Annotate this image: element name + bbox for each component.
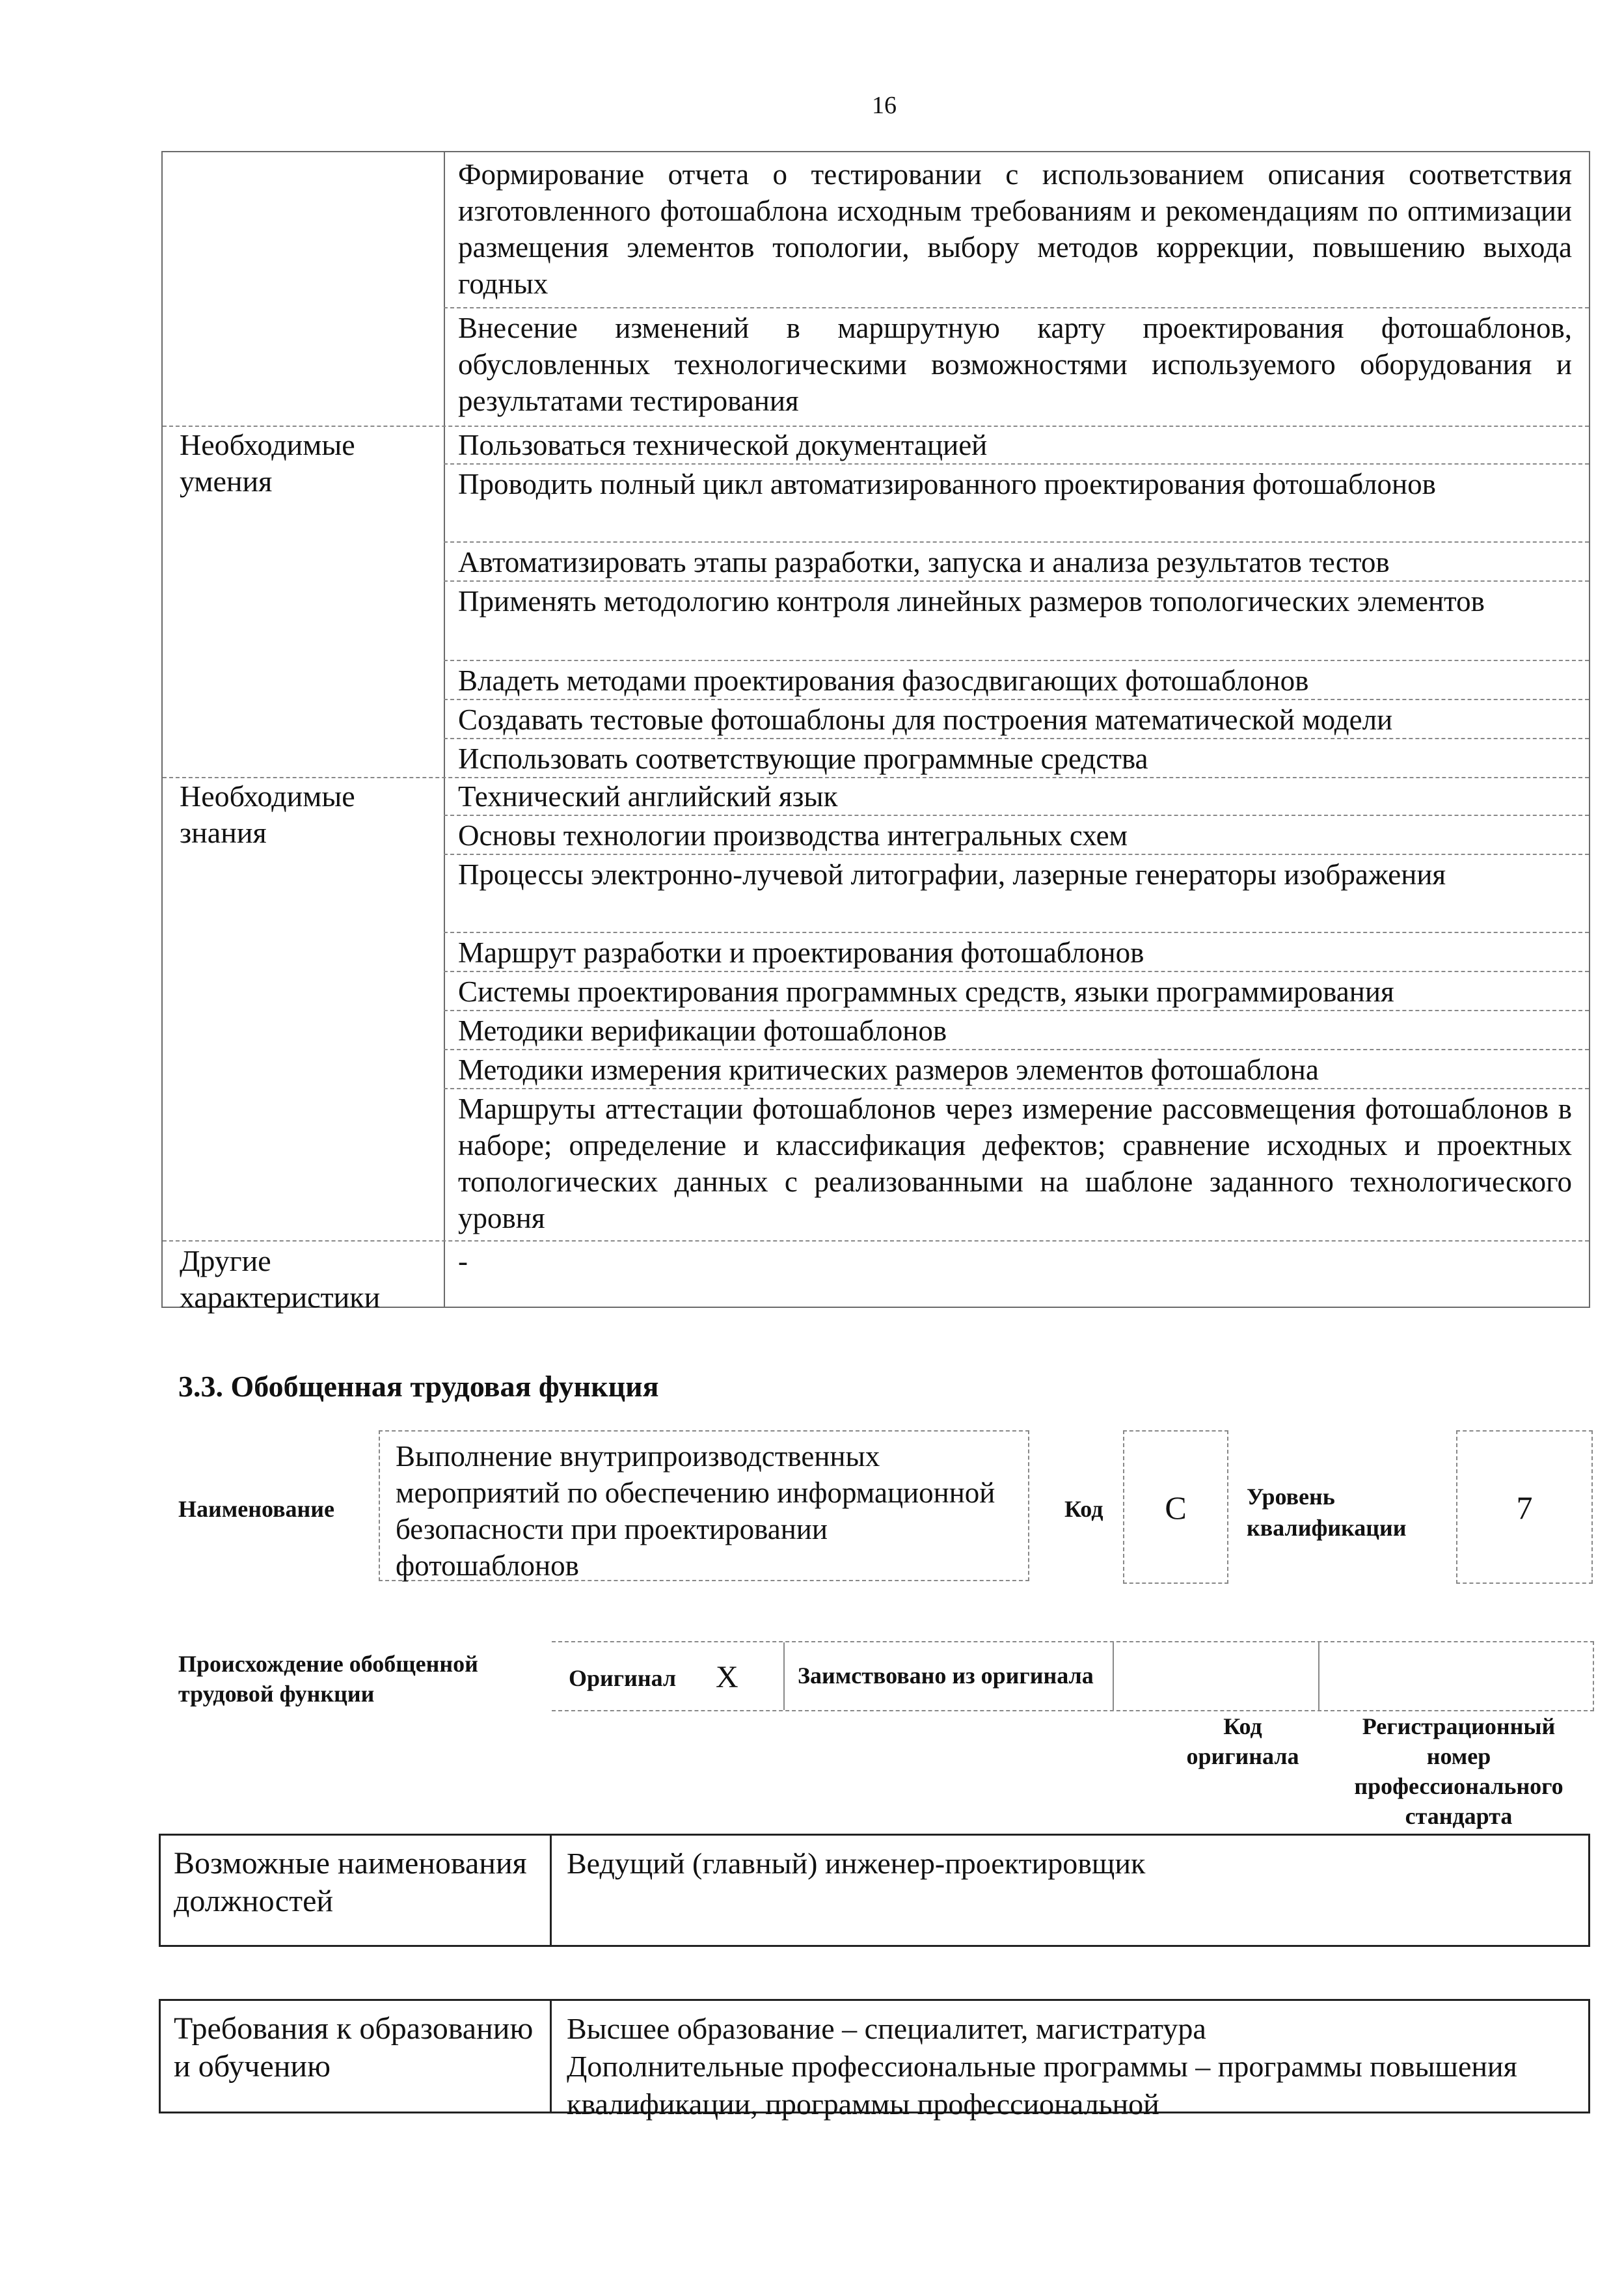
- row-divider: [444, 307, 1589, 308]
- row-divider: [444, 660, 1589, 661]
- code-box: [1123, 1430, 1228, 1584]
- original-mark: X: [716, 1660, 738, 1694]
- section-divider: [163, 1240, 1589, 1242]
- row-divider: [444, 854, 1589, 855]
- knowledge-row: Маршрут разработки и проектирования фотошаблонов: [458, 936, 1144, 969]
- reg-caption: Регистрационный номер профессионального стандарта: [1354, 1713, 1563, 1829]
- name-value: Выполнение внутрипроизводственных мероприятий по обеспечению информационной безопасности при проектировании фотошаблонов: [396, 1440, 995, 1582]
- skill-row: Проводить полный цикл автоматизированного проектирования фотошаблонов: [458, 468, 1436, 500]
- row-divider: [444, 1088, 1589, 1089]
- row-divider: [444, 971, 1589, 972]
- knowledge-row: Основы технологии производства интегральных схем: [458, 819, 1128, 852]
- knowledge-row: Системы проектирования программных средств, языки программирования: [458, 975, 1394, 1008]
- cell-divider: [550, 1836, 552, 1945]
- borrowed-label: Заимствовано из оригинала: [798, 1663, 1094, 1689]
- skills-label: Необходимые умения: [180, 428, 355, 498]
- cell-divider: [550, 2001, 552, 2112]
- education-table: [159, 1999, 1590, 2121]
- section-heading: 3.3. Обобщенная трудовая функция: [178, 1370, 659, 1403]
- row-divider: [444, 815, 1589, 816]
- row-divider: [444, 463, 1589, 465]
- row-divider: [444, 699, 1589, 700]
- row-divider: [444, 580, 1589, 582]
- origin-label: Происхождение обобщенной трудовой функции: [178, 1651, 478, 1707]
- row-divider: [444, 1049, 1589, 1050]
- knowledge-row: Методики верификации фотошаблонов: [458, 1014, 947, 1047]
- origin-row: [552, 1641, 1594, 1711]
- education-label: Требования к образованию и обучению: [174, 2011, 534, 2084]
- skill-row: Применять методологию контроля линейных размеров топологических элементов: [458, 585, 1485, 618]
- name-label: Наименование: [178, 1496, 334, 1522]
- knowledge-row: Процессы электронно-лучевой литографии, лазерные генераторы изображения: [458, 858, 1446, 891]
- labor-action-row: Формирование отчета о тестировании с использованием описания соответствия изготовленного фотошаблона исходным требованиям и рекомендациям по оптимизации размещения элементов топологии, выбору методов коррекции, повышению выхода годных: [458, 158, 1572, 300]
- cell-divider: [783, 1642, 785, 1710]
- skill-row: Использовать соответствующие программные средства: [458, 742, 1148, 775]
- row-divider: [444, 1010, 1589, 1011]
- skill-row: Владеть методами проектирования фазосдвигающих фотошаблонов: [458, 664, 1309, 697]
- other-label: Другие характеристики: [180, 1244, 381, 1314]
- positions-label: Возможные наименования должностей: [174, 1846, 527, 1918]
- education-line: Высшее образование – специалитет, магистратура: [567, 2012, 1206, 2045]
- knowledge-row: Методики измерения критических размеров элементов фотошаблона: [458, 1053, 1319, 1086]
- cell-divider: [1318, 1642, 1320, 1710]
- row-divider: [444, 932, 1589, 933]
- positions-value: Ведущий (главный) инженер-проектировщик: [567, 1847, 1146, 1880]
- skill-row: Создавать тестовые фотошаблоны для построения математической модели: [458, 703, 1393, 736]
- knowledge-row: Маршруты аттестации фотошаблонов через измерение рассовмещения фотошаблонов в наборе; определение и классификация дефектов; сравнение исходных и проектных топологических данных с реализованными на шаблоне заданного технологического уровня: [458, 1093, 1572, 1234]
- level-box: [1456, 1430, 1593, 1584]
- skill-row: Пользоваться технической документацией: [458, 429, 988, 461]
- code-caption: Код оригинала: [1186, 1713, 1299, 1769]
- code-value: C: [1165, 1489, 1187, 1526]
- original-label: Оригинал: [569, 1665, 677, 1691]
- skill-row: Автоматизировать этапы разработки, запуска и анализа результатов тестов: [458, 546, 1390, 578]
- knowledge-label: Необходимые знания: [180, 780, 355, 849]
- page-number: 16: [872, 92, 897, 119]
- competency-table: [161, 151, 1590, 1314]
- education-line: Дополнительные профессиональные программы – программы повышения квалификации, программы профессиональной: [567, 2050, 1517, 2121]
- cell-divider: [1113, 1642, 1114, 1710]
- row-divider: [444, 738, 1589, 739]
- code-label: Код: [1064, 1496, 1103, 1522]
- labor-action-row: Внесение изменений в маршрутную карту проектирования фотошаблонов, обусловленных технологическими возможностями используемого оборудования и результатами тестирования: [458, 312, 1572, 417]
- other-value: -: [458, 1245, 468, 1277]
- column-divider: [444, 152, 445, 1307]
- education-value: [567, 2010, 1569, 2123]
- row-divider: [444, 541, 1589, 543]
- knowledge-row: Технический английский язык: [458, 780, 838, 813]
- positions-table: [159, 1834, 1590, 1947]
- level-label: Уровень квалификации: [1247, 1484, 1407, 1541]
- level-value: 7: [1516, 1489, 1533, 1526]
- name-box: [379, 1430, 1029, 1581]
